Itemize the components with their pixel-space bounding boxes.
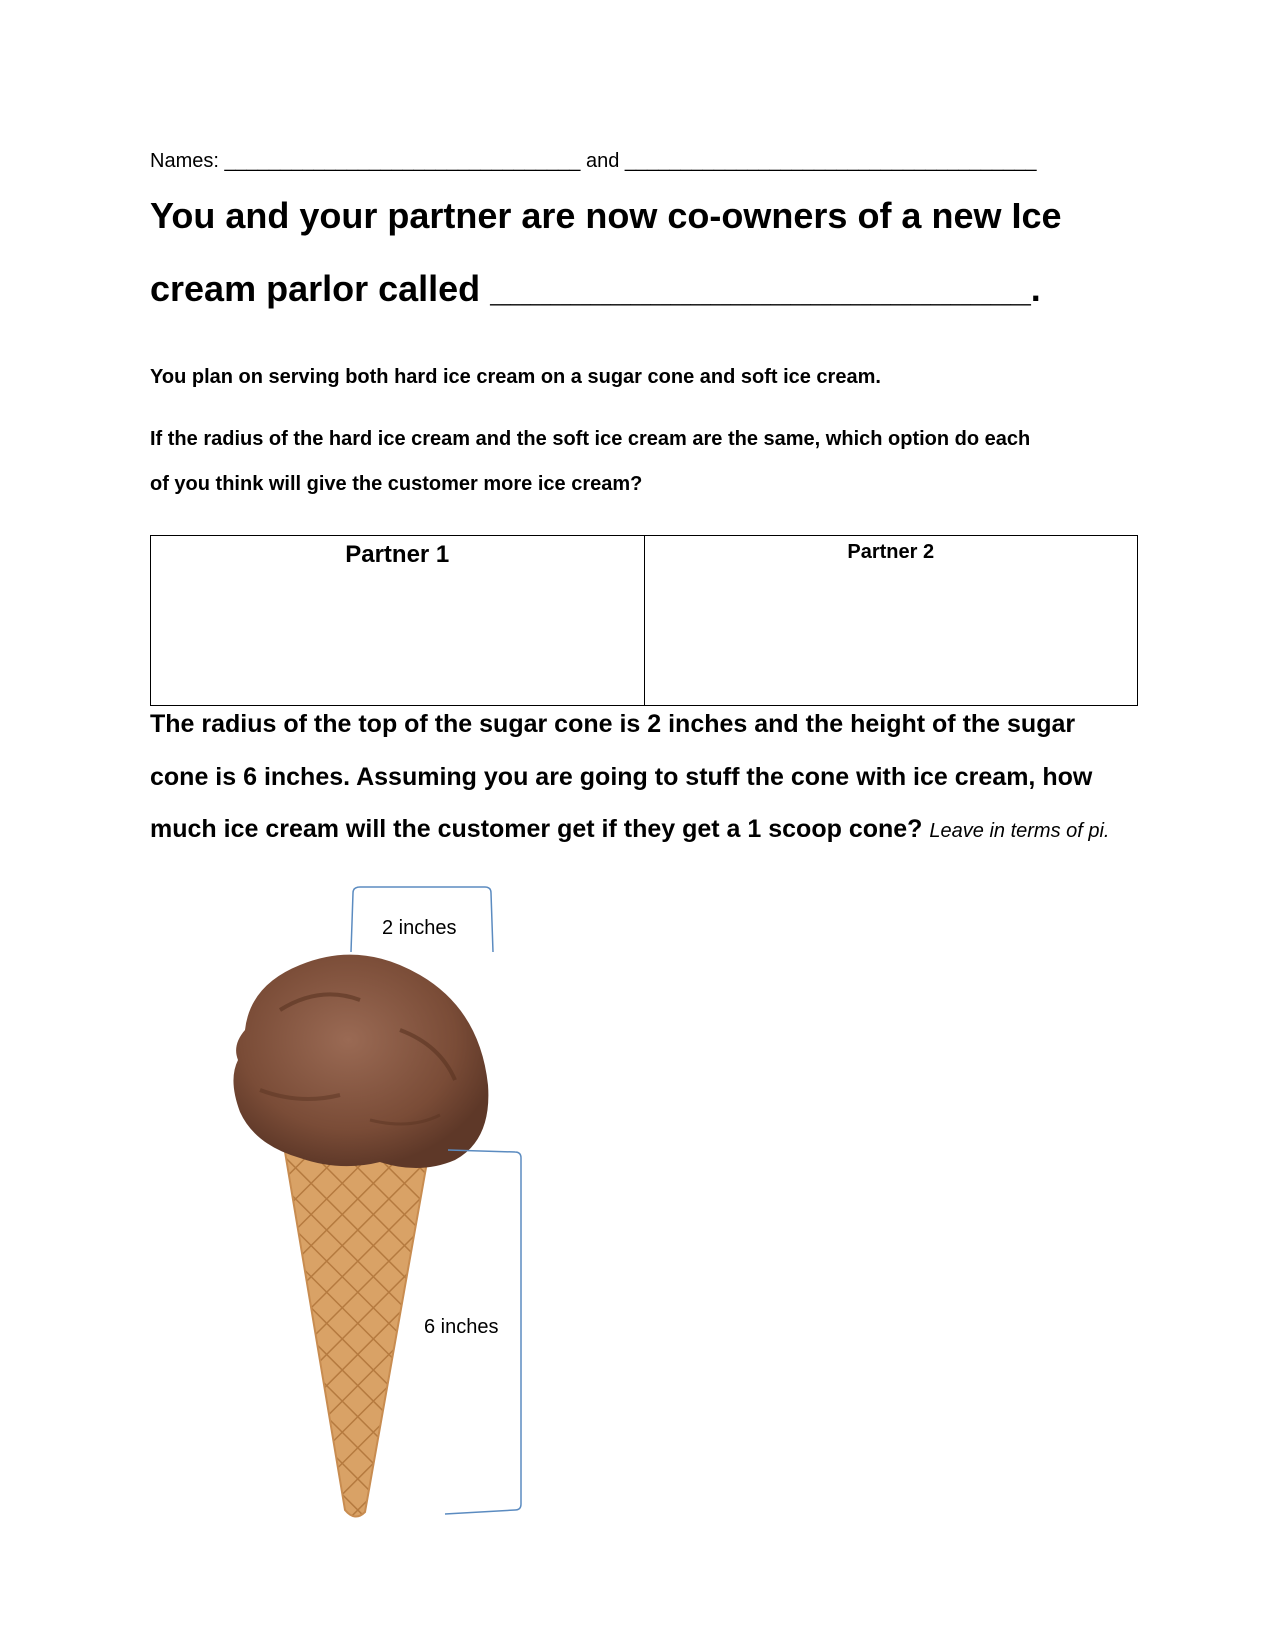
parlor-name-blank[interactable]: ___________________________ [490,268,1031,309]
page-title-line-1: You and your partner are now co-owners of a new Ice [150,195,1062,236]
intro-line-2b: of you think will give the customer more ice cream? [150,473,643,495]
and-label: and [585,150,620,172]
title-prefix: cream parlor called [150,268,481,309]
question-hint: Leave in terms of pi. [929,820,1110,842]
name-blank-2[interactable]: _____________________________________ [624,150,1037,172]
intro-line-1: You plan on serving both hard ice cream on a sugar cone and soft ice cream. [150,366,881,388]
partner-2-heading: Partner 2 [847,541,935,563]
radius-label: 2 inches [382,917,457,939]
height-label: 6 inches [424,1316,499,1338]
names-label: Names: [150,150,219,172]
title-suffix: . [1030,268,1041,309]
question-line-2: cone is 6 inches. Assuming you are going to stuff the cone with ice cream, how [150,763,1093,791]
question-text: much ice cream will the customer get if they get a 1 scoop cone? [150,815,923,843]
name-blank-1[interactable]: ________________________________ [224,150,581,172]
question-line-1: The radius of the top of the sugar cone is 2 inches and the height of the sugar [150,710,1076,738]
partner-1-heading: Partner 1 [345,541,450,568]
intro-line-2a: If the radius of the hard ice cream and the soft ice cream are the same, which option do each [150,428,1031,450]
chocolate-scoop [233,955,488,1168]
